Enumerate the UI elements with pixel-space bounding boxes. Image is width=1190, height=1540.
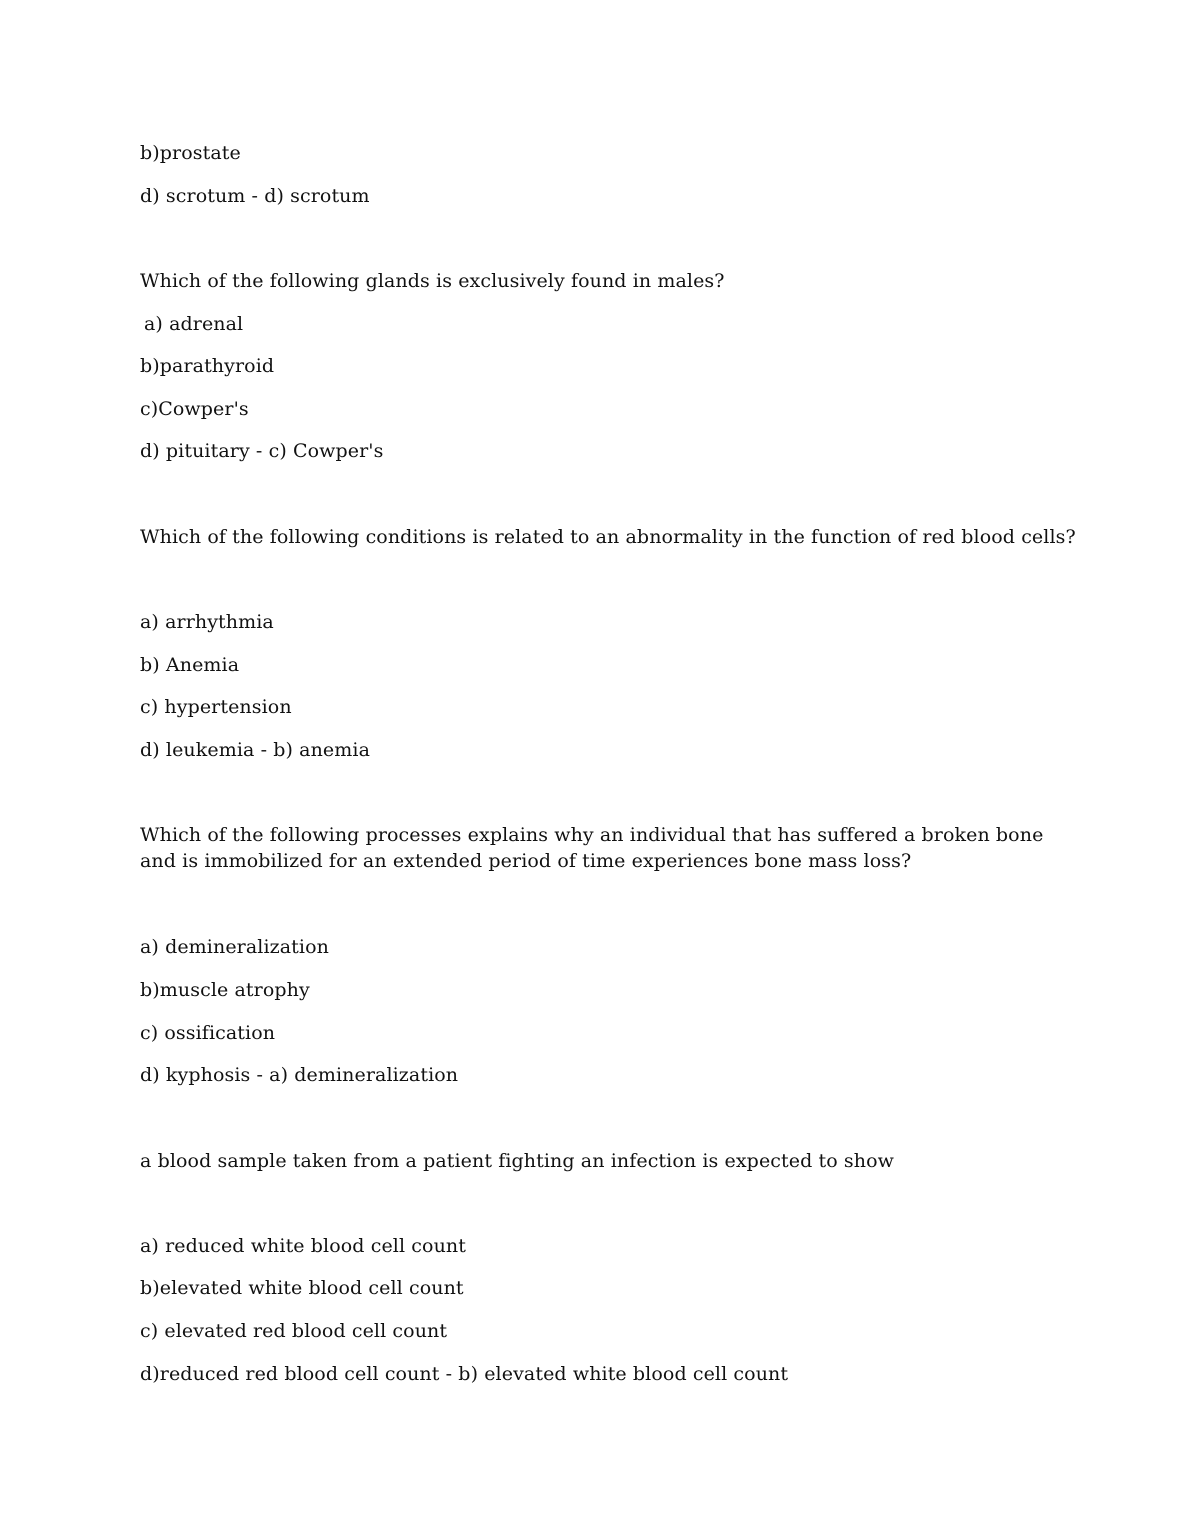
- option-text: b)muscle atrophy: [140, 979, 310, 1001]
- option-text: a) reduced white blood cell count: [140, 1235, 466, 1257]
- option-text: c) ossification: [140, 1022, 276, 1044]
- option-text: b) Anemia: [140, 654, 240, 676]
- option-text: b)elevated white blood cell count: [140, 1277, 464, 1299]
- option-text: b)prostate: [140, 142, 241, 164]
- option-text: c)Cowper's: [140, 398, 249, 420]
- option-answer-text: d) leukemia - b) anemia: [140, 739, 370, 761]
- question-text: Which of the following conditions is related to an abnormality in the function of red blood cells?: [140, 526, 1076, 548]
- option-text: c) elevated red blood cell count: [140, 1320, 448, 1342]
- option-text: a) adrenal: [144, 313, 244, 335]
- option-answer-text: d) scrotum - d) scrotum: [140, 185, 370, 207]
- option-answer-text: d)reduced red blood cell count - b) elevated white blood cell count: [140, 1363, 789, 1385]
- option-text: a) arrhythmia: [140, 611, 274, 633]
- question-text: Which of the following processes explains why an individual that has suffered a broken bone and is immobilized for an extended period of time experiences bone mass loss?: [140, 824, 1044, 872]
- question-text: a blood sample taken from a patient fighting an infection is expected to show: [140, 1150, 895, 1172]
- option-text: c) hypertension: [140, 696, 292, 718]
- question-text: Which of the following glands is exclusively found in males?: [140, 270, 725, 292]
- option-answer-text: d) kyphosis - a) demineralization: [140, 1064, 459, 1086]
- option-text: b)parathyroid: [140, 355, 275, 377]
- option-answer-text: d) pituitary - c) Cowper's: [140, 440, 384, 462]
- option-text: a) demineralization: [140, 936, 329, 958]
